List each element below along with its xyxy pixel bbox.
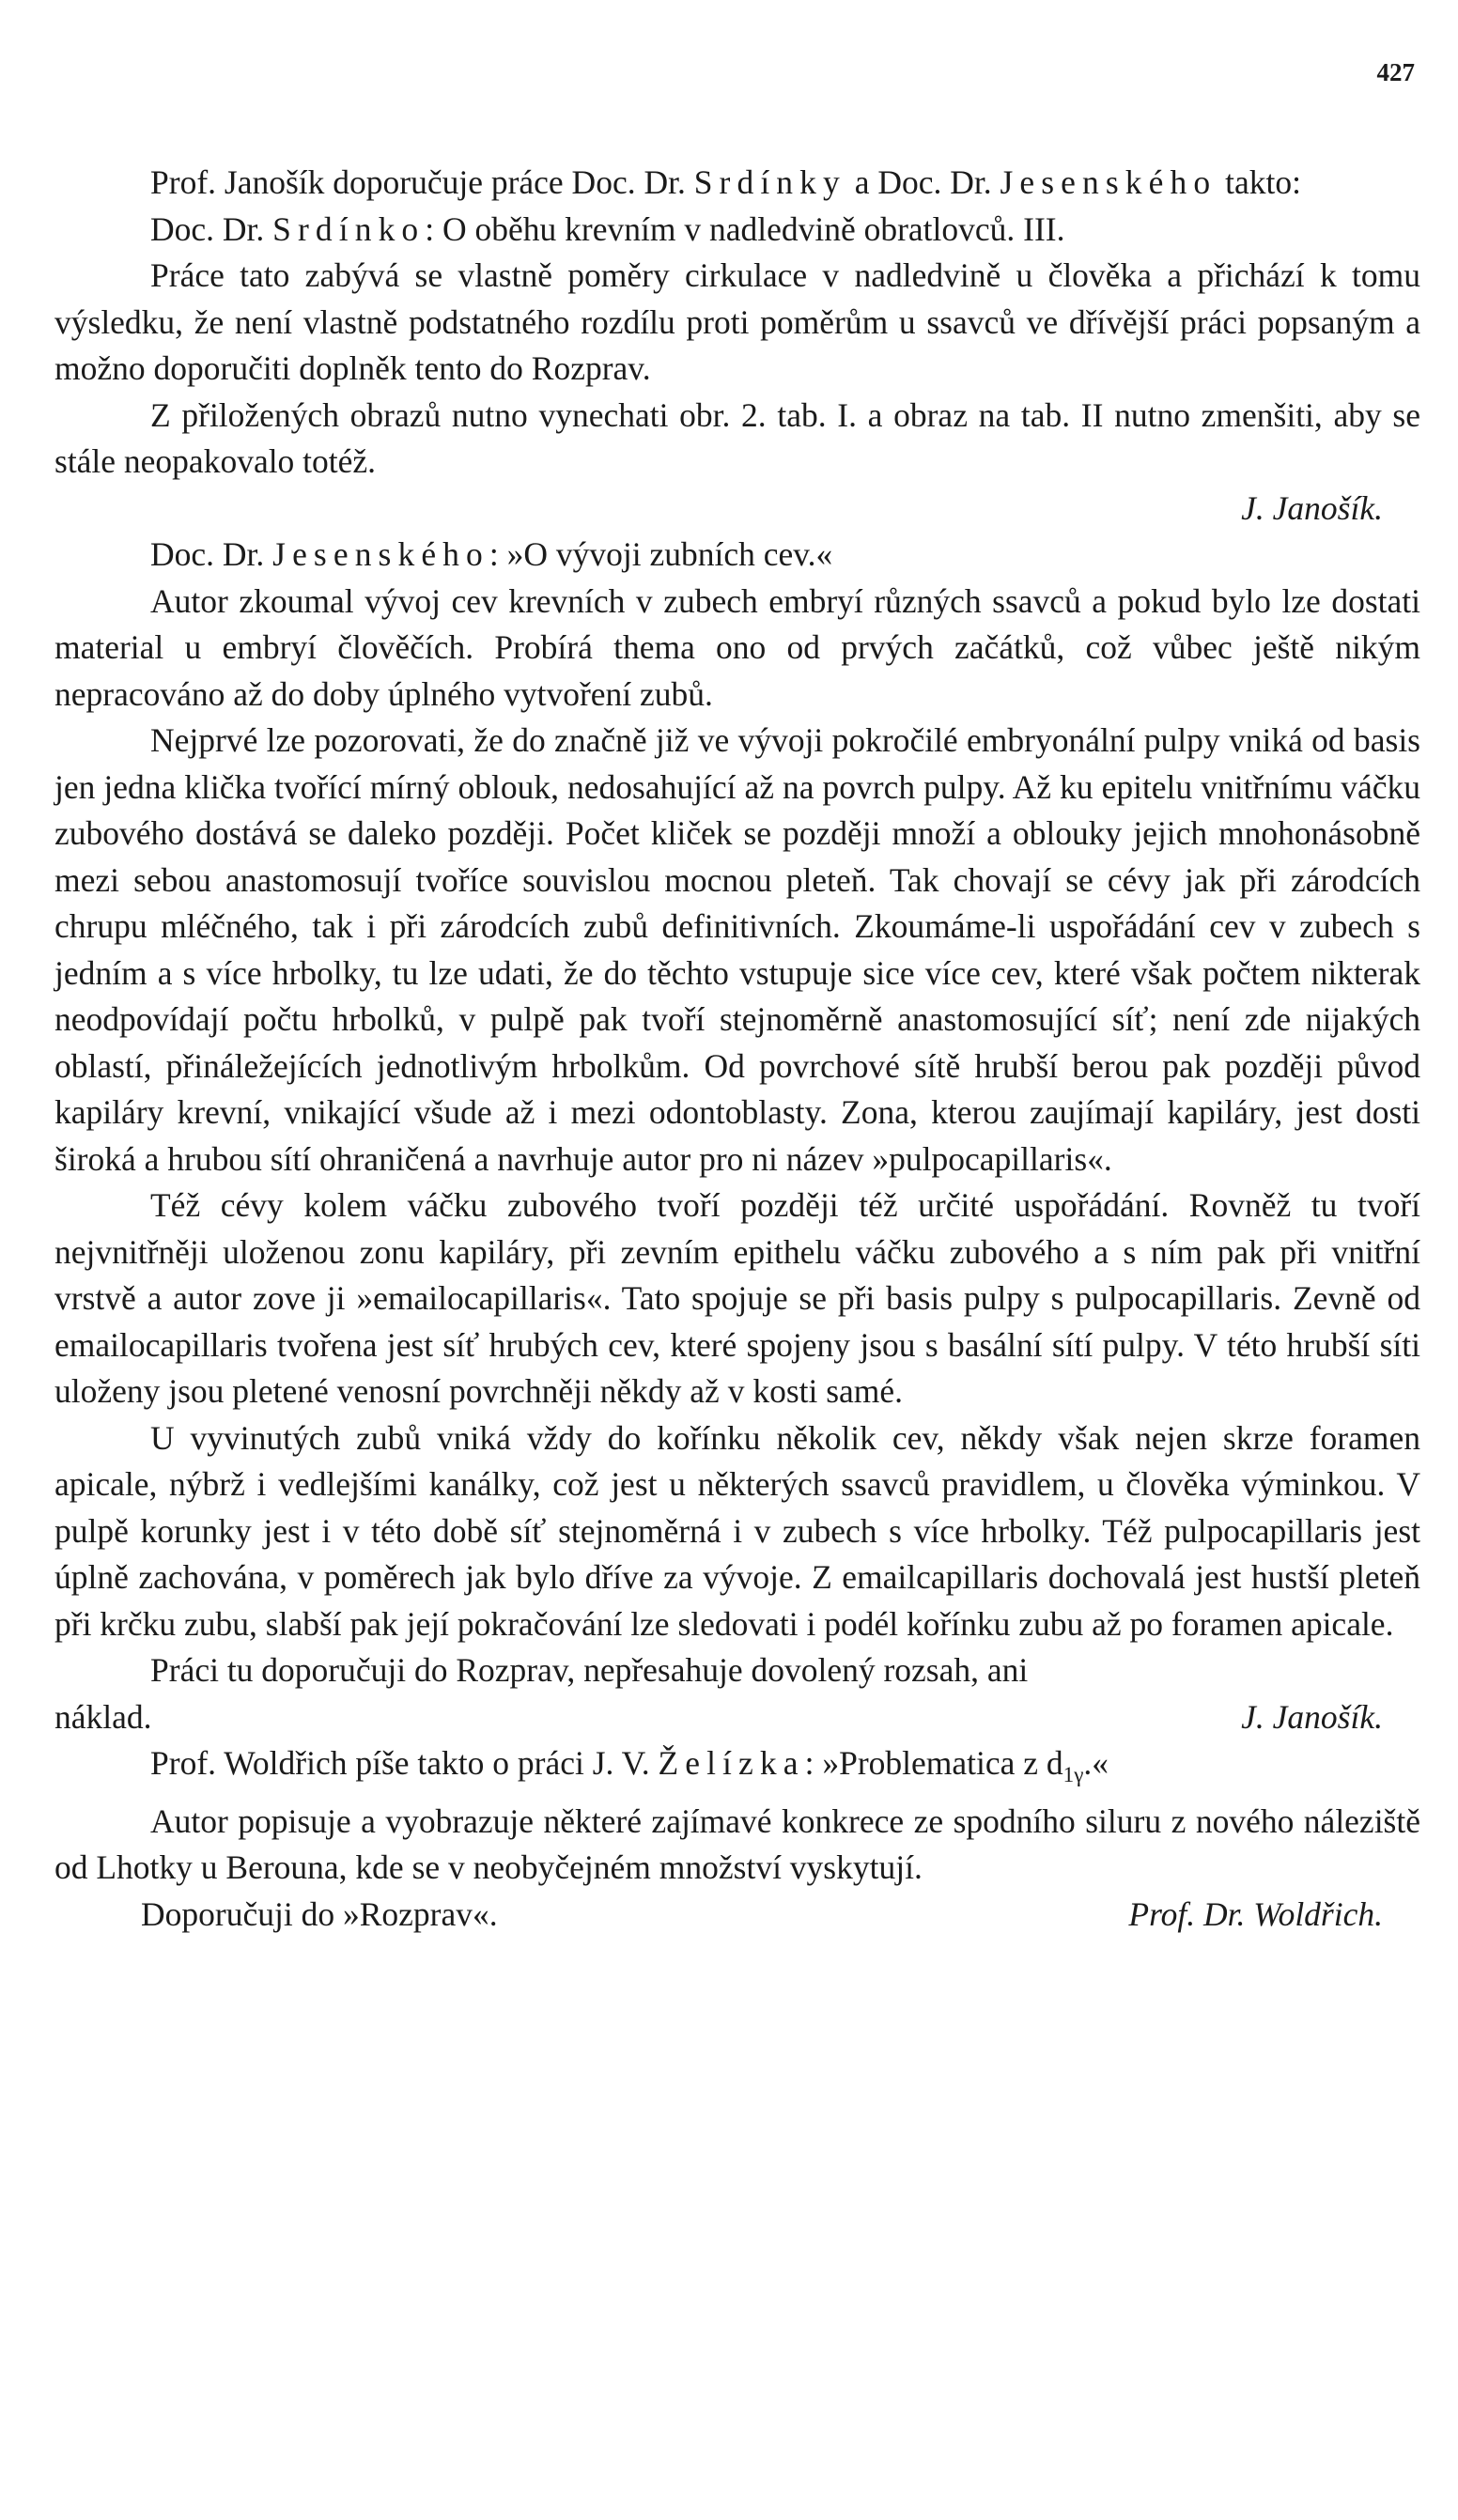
author-jesenskeho: Jesenského [1000, 163, 1218, 201]
review3-signature-prefix: Prof. Dr. [1128, 1894, 1246, 1933]
review3-closing-row [54, 1892, 1420, 1939]
review2-paragraph-3: Též cévy kolem váčku zubového tvoří později též určité uspořádání. Rovněž tu tvoří nejvnitřněji uloženou zonu kapiláry, při zevním epithelu váčku zubového a s ním pak při vnitřní vrstvě a autor zove ji »emailocapillaris«. Tato spojuje se při basis pulpy s pulpocapillaris. Zevně od emailocapillaris tvořena jest síť hrubých cev, které spojeny jsou s basální sítí pulpy. V této hrubší síti uloženy jsou pletené venosní povrchněji někdy až v kosti samé. [54, 1186, 1420, 1410]
review3-title-a: : »Problematica [804, 1744, 1016, 1782]
review1-paragraph-1: Práce tato zabývá se vlastně poměry cirkulace v nadledvině u člověka a přichází k tomu výsledku, že není vlastně podstatného rozdílu proti poměrům u ssavců ve dřívější práci popsaným a možno doporučiti doplněk tento do Rozprav. [54, 256, 1420, 387]
review2-closing-text: náklad. [54, 1697, 152, 1736]
review3-signature-name: Woldřich. [1253, 1894, 1383, 1933]
review1-signature: J. Janošík. [1241, 488, 1383, 527]
review3-heading [54, 1740, 1420, 1799]
review2-author-prefix: Doc. Dr. [150, 535, 265, 573]
review2-author: Jesenského [272, 535, 489, 573]
page-number: 427 [1376, 58, 1415, 86]
review2-paragraph-1: Autor zkoumal vývoj cev krevních v zubech embryí různých ssavců a pokud bylo lze dostati material u embryí člověčích. Probírá thema ono od prvých začátků, což vůbec ještě nikým nepracováno až do doby úplného vytvoření zubů. [54, 581, 1420, 713]
review3-title-b: z d [1023, 1744, 1063, 1782]
intro-paragraph [54, 160, 1420, 207]
review3-title-subscript: 1γ [1062, 1762, 1084, 1787]
review3-signature [1128, 1892, 1420, 1939]
review2-paragraph-2: Nejprvé lze pozorovati, že do značně již ve vývoji pokročilé embryonální pulpy vniká od basis jen jedna klička tvořící mírný oblouk, nedosahující až na povrch pulpy. Až ku epitelu vnitřnímu váčku zubového dostává se daleko později. Počet kliček se později množí a oblouky jejich mnohonásobně mezi sebou anastomosují tvoříce souvislou mocnou pleteň. Tak chovají se cévy jak při zárodcích chrupu mléčného, tak i při zárodcích zubů definitivních. Zkoumáme-li uspořádání cev v zubech s jedním a s více hrbolky, tu lze udati, že do těchto vstupuje sice více cev, které však počtem nikterak neodpovídají počtu hrbolků, v pulpě pak tvoří stejnoměrně anastomosující síť; není zde nijakých oblastí, přináležejících jednotlivým hrbolkům. Od povrchové sítě hrubší berou pak později původ kapiláry krevní, vnikající všude až i mezi odontoblasty. Zona, kterou zaujímají kapiláry, jest dosti široká a hrubou sítí ohraničená a navrhuje autor pro ni název »pulpocapillaris«. [54, 721, 1420, 1178]
review3-recommendation: Doporučuji do »Rozprav«. [141, 1894, 498, 1933]
intro-text-1: Prof. Janošík doporučuje práce Doc. Dr. [150, 163, 686, 201]
review2-closing-row [54, 1694, 1420, 1741]
review2-heading [54, 532, 1420, 579]
review1-author: Srdínko [272, 209, 426, 248]
review3-author: Želízka [658, 1744, 805, 1782]
document-body [54, 160, 1420, 1938]
review1-title: : O oběhu krevním v nadledvině obratlovců. III. [425, 209, 1065, 248]
review1-paragraph-2: Z přiložených obrazů nutno vynechati obr. 2. tab. I. a obraz na tab. II nutno zmenšiti, aby se stále neopakovalo totéž. [54, 395, 1420, 480]
review2-paragraph-4: U vyvinutých zubů vniká vždy do kořínku několik cev, někdy však nejen skrze foramen apicale, nýbrž i vedlejšími kanálky, což jest u některých ssavců pravidlem, u člověka výminkou. V pulpě korunky jest i v této době síť stejnoměrná i v zubech s více hrbolky. Též pulpocapillaris jest úplně zachována, v poměrech jak bylo dříve za vývoje. Z emailcapillaris dochovalá jest hustší pleteň při krčku zubu, slabší pak její pokračování lze sledovati i podél kořínku zubu až po foramen apicale. [54, 1418, 1420, 1643]
review2-signature: J. Janošík. [1241, 1697, 1383, 1736]
review3-title-c: .« [1083, 1744, 1109, 1782]
intro-text-2: a Doc. Dr. [854, 163, 992, 201]
intro-text-3: takto: [1225, 163, 1301, 201]
review3-intro: Prof. Woldřich píše takto o práci J. V. [150, 1744, 650, 1782]
review2-paragraph-5: Práci tu doporučuji do Rozprav, nepřesahuje dovolený rozsah, ani [150, 1651, 1029, 1689]
review1-author-prefix: Doc. Dr. [150, 209, 265, 248]
review2-title: : »O vývoji zubních cev.« [489, 535, 833, 573]
review3-paragraph-1: Autor popisuje a vyobrazuje některé zajímavé konkrece ze spodního siluru z nového náleziště od Lhotky u Berouna, kde se v neobyčejném množství vyskytují. [54, 1801, 1420, 1887]
author-srdinka: Srdínky [693, 163, 846, 201]
review1-heading [54, 207, 1420, 254]
